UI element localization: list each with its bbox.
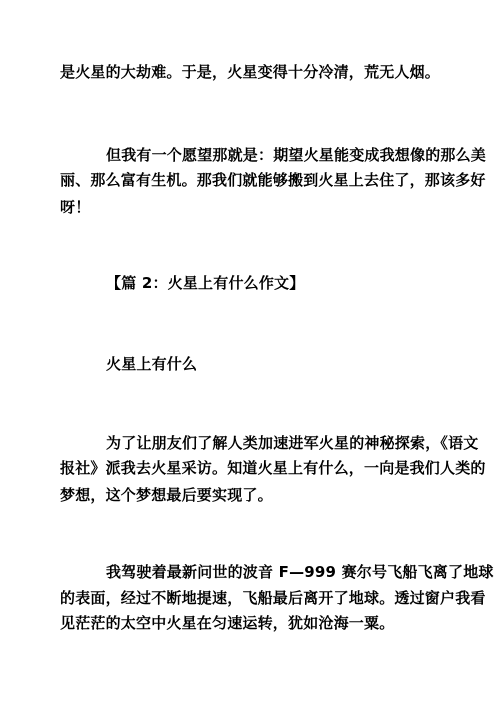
section-heading: 【篇 2：火星上有什么作文】 [106,274,305,292]
paragraph-3-line-1: 为了让朋友们了解人类加速进军火星的神秘探索，《语文 [106,434,479,452]
paragraph-2-line-1: 但我有一个愿望那就是：期望火星能变成我想像的那么美 [106,146,487,164]
paragraph-4-line-1: 我驾驶着最新问世的波音 F—999 赛尔号飞船飞离了地球 [106,563,494,581]
paragraph-4-line-3: 见茫茫的太空中火星在匀速运转，犹如沧海一粟。 [60,614,395,632]
paragraph-3-line-3: 梦想，这个梦想最后要实现了。 [60,486,273,504]
paragraph-1-line-1: 是火星的大劫难。于是，火星变得十分冷清，荒无人烟。 [60,63,441,81]
article-title: 火星上有什么 [106,355,198,373]
paragraph-3-line-2: 报社》派我去火星采访。知道火星上有什么，一向是我们人类的 [60,459,486,477]
paragraph-2-line-3: 呀！ [60,198,91,216]
paragraph-4-line-2: 的表面，经过不断地提速，飞船最后离开了地球。透过窗户我看 [60,589,486,607]
paragraph-2-line-2: 丽、那么富有生机。那我们就能够搬到火星上去住了，那该多好 [60,171,486,189]
